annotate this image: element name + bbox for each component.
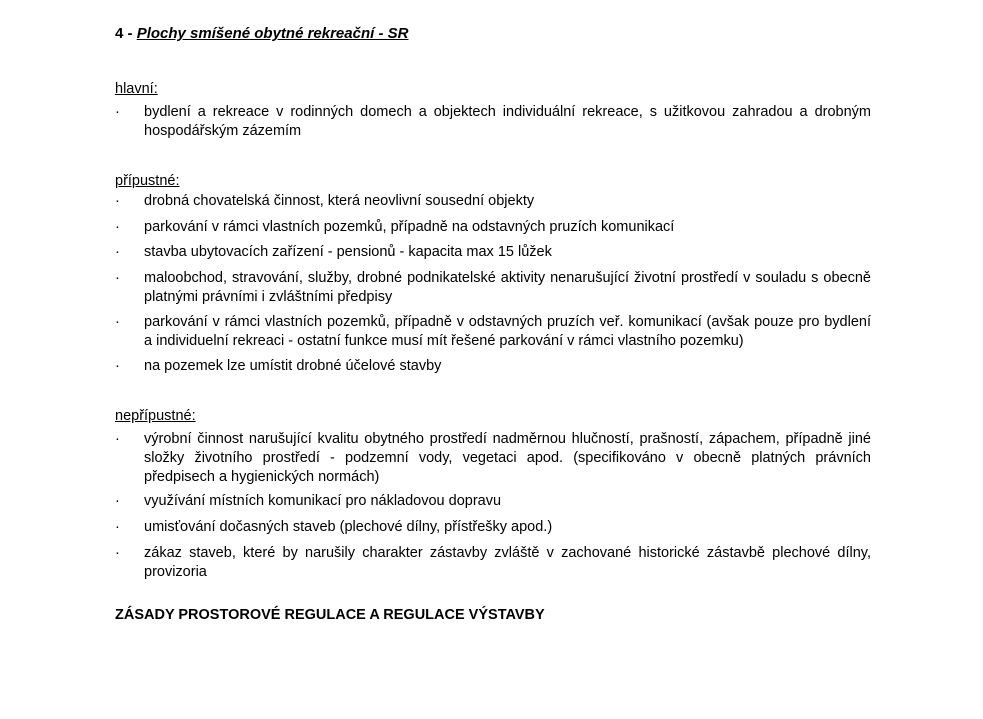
list-item — [115, 430, 871, 487]
forbidden-list — [115, 430, 871, 582]
bullet: · — [115, 493, 120, 509]
list-item — [115, 103, 871, 141]
list-item-text: stavba ubytovacích zařízení - pensionů - kapacita max 15 lůžek — [144, 244, 552, 260]
bullet: · — [115, 193, 120, 209]
main-list — [115, 103, 871, 141]
list-item-text: maloobchod, stravování, služby, drobné podnikatelské aktivity nenarušující životní prostředí v souladu s obecně platnými právními i zvláštními předpisy — [144, 270, 871, 305]
permitted-label: přípustné: — [115, 173, 180, 189]
list-item-text: bydlení a rekreace v rodinných domech a objektech individuální rekreace, s užitkovou zahradou a drobným hospodářským zázemím — [144, 104, 871, 139]
main-label: hlavní: — [115, 81, 158, 97]
list-item-text: parkování v rámci vlastních pozemků, případně v odstavných pruzích veř. komunikací (avšak pouze pro bydlení a individuelní rekreaci - ostatní funkce musí mít řešené parkování v rámci vlastního pozemku) — [144, 314, 871, 349]
list-item-text: zákaz staveb, které by narušily charakter zástavby zvláště v zachované historické zástavbě plechové dílny, provizoria — [144, 545, 871, 580]
list-item-text: výrobní činnost narušující kvalitu obytného prostředí nadměrnou hlučností, prašností, zápachem, případně jiné složky životního prostředí - podzemní vody, vegetaci apod. (specifikováno v obecně platných právních předpisech a hygienických normách) — [144, 431, 871, 485]
list-item — [115, 518, 871, 537]
document-page — [115, 24, 871, 625]
list-item — [115, 243, 871, 262]
list-item-text: využívání místních komunikací pro nákladovou dopravu — [144, 493, 502, 509]
forbidden-label: nepřípustné: — [115, 408, 196, 424]
permitted-list — [115, 192, 871, 376]
bullet: · — [115, 431, 120, 447]
section-number: 4 - — [115, 25, 133, 42]
bullet: · — [115, 219, 120, 235]
regulation-heading: ZÁSADY PROSTOROVÉ REGULACE A REGULACE VÝSTAVBY — [115, 607, 545, 623]
list-item — [115, 544, 871, 582]
list-item-text: na pozemek lze umístit drobné účelové stavby — [144, 358, 442, 374]
bullet: · — [115, 358, 120, 374]
list-item — [115, 218, 871, 237]
bullet: · — [115, 104, 120, 120]
list-item-text: parkování v rámci vlastních pozemků, případně na odstavných pruzích komunikací — [144, 219, 675, 235]
list-item-text: drobná chovatelská činnost, která neovlivní sousední objekty — [144, 193, 535, 209]
bullet: · — [115, 314, 120, 330]
section-heading — [115, 24, 871, 44]
list-item — [115, 357, 871, 376]
bullet: · — [115, 519, 120, 535]
list-item — [115, 269, 871, 307]
bullet: · — [115, 244, 120, 260]
list-item-text: umisťování dočasných staveb (plechové dílny, přístřešky apod.) — [144, 519, 553, 535]
list-item — [115, 192, 871, 211]
bullet: · — [115, 545, 120, 561]
section-title: Plochy smíšené obytné rekreační - SR — [136, 25, 409, 42]
list-item — [115, 492, 871, 511]
list-item — [115, 313, 871, 351]
bullet: · — [115, 270, 120, 286]
